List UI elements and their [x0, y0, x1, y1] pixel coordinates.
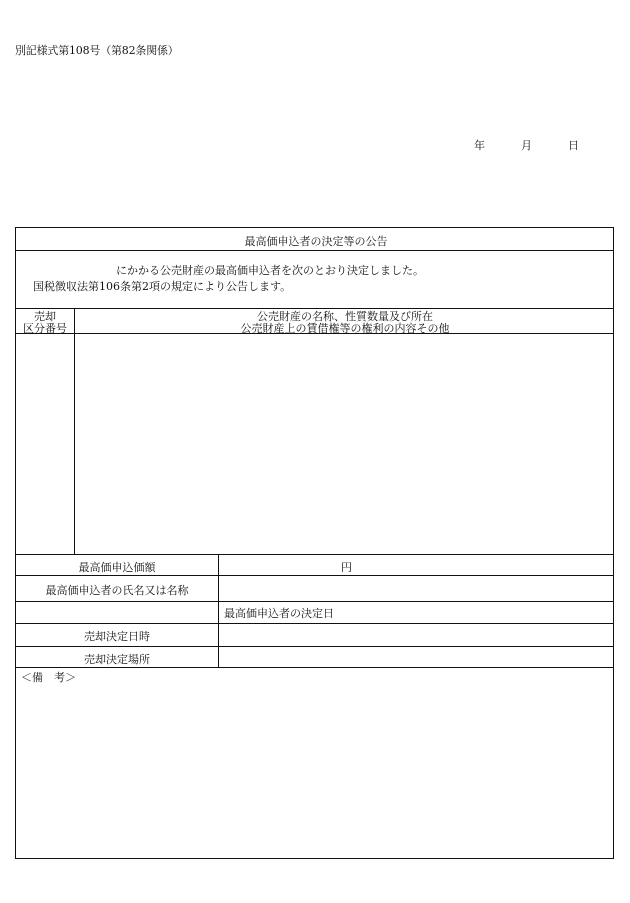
- sale-section-header-line-2: 区分番号: [23, 322, 67, 335]
- bidder-name-label: 最高価申込者の氏名又は名称: [45, 584, 189, 597]
- notice-title: 最高価申込者の決定等の公告: [244, 235, 388, 248]
- sale-decision-datetime-label: 売却決定日時: [84, 630, 150, 643]
- yen-unit: 円: [341, 561, 352, 574]
- title-divider: [16, 250, 613, 251]
- row-divider-5: [16, 667, 613, 668]
- notice-form-frame: [15, 227, 614, 859]
- property-header-line-2: 公売財産上の賃借権等の権利の内容その他: [240, 322, 450, 335]
- form-number: 別記様式第108号（第82条関係）: [15, 44, 179, 57]
- property-table-bottom: [16, 554, 613, 555]
- row-divider-2: [16, 601, 613, 602]
- date-month-label: 月: [521, 139, 532, 152]
- property-header-line-1: 公売財産の名称、性質数量及び所在: [257, 310, 433, 323]
- intro-line-1: にかかる公売財産の最高価申込者を次のとおり決定しました。: [116, 264, 424, 277]
- sale-decision-place-label: 売却決定場所: [84, 653, 150, 666]
- sale-section-header-line-1: 売却: [34, 310, 56, 323]
- fields-column-divider: [218, 554, 219, 667]
- remarks-label: ＜備 考＞: [21, 671, 76, 684]
- highest-bid-amount-label: 最高価申込価額: [78, 561, 156, 574]
- date-year-label: 年: [474, 139, 485, 152]
- intro-line-2: 国税徴収法第106条第2項の規定により公告します。: [33, 280, 292, 293]
- row-divider-1: [16, 575, 613, 576]
- property-table-column-divider: [74, 308, 75, 554]
- decision-date-label: 最高価申込者の決定日: [224, 607, 334, 620]
- row-divider-3: [16, 623, 613, 624]
- property-header-divider: [16, 333, 613, 334]
- date-day-label: 日: [568, 139, 579, 152]
- row-divider-4: [16, 646, 613, 647]
